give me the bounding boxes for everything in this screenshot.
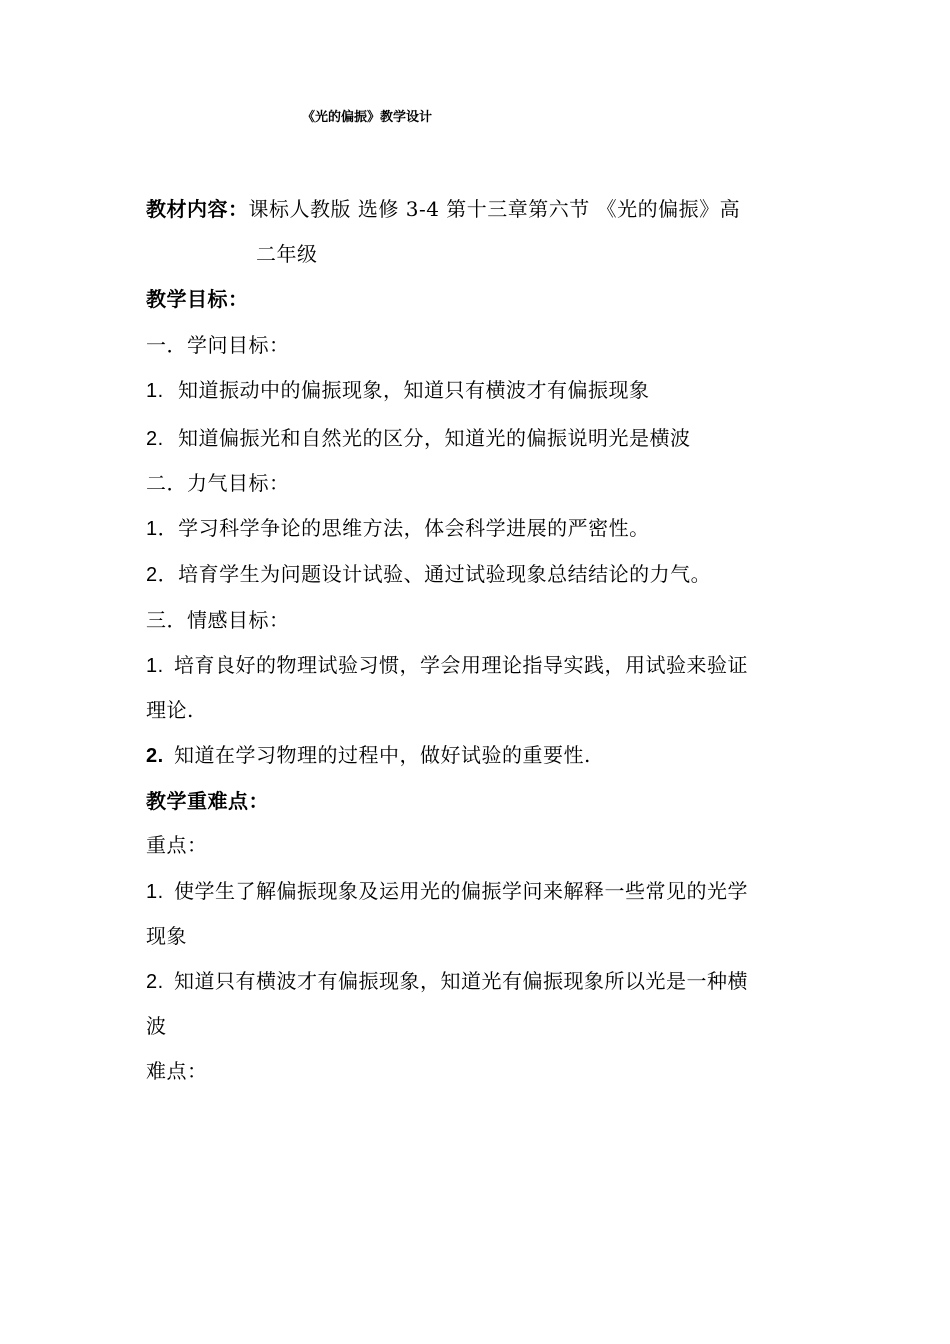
material-text: 课标人教版 选修 3-4 第十三章第六节 《光的偏振》高 [248, 197, 741, 221]
difficult-label: 难点： [146, 1059, 208, 1083]
important-item-1-continued: 现象 [146, 924, 187, 948]
item-number: 2. [146, 428, 164, 450]
item-number: 1. [146, 380, 164, 402]
item-text: 培育学生为问题设计试验、通过试验现象总结结论的力气。 [178, 562, 712, 586]
item-text: 知道在学习物理的过程中，做好试验的重要性. [174, 743, 591, 767]
objectives-heading: 教学目标： [146, 287, 249, 311]
important-item-1 [146, 879, 748, 904]
key-points-heading: 教学重难点： [146, 789, 269, 813]
important-item-2-continued: 波 [146, 1014, 167, 1038]
item-text: 学习科学争论的思维方法，体会科学进展的严密性。 [178, 516, 650, 540]
item-number: 2. [146, 971, 164, 993]
item-text: 知道偏振光和自然光的区分，知道光的偏振说明光是横波 [178, 426, 691, 450]
item-text: 知道只有横波才有偏振现象，知道光有偏振现象所以光是一种横 [174, 969, 748, 993]
material-line [146, 197, 740, 221]
emotion-item-1-continued: 理论. [146, 698, 194, 722]
important-item-2 [146, 969, 748, 994]
item-text: 使学生了解偏振现象及运用光的偏振学问来解释一些常见的光学 [174, 879, 748, 903]
material-text-continued: 二年级 [256, 242, 318, 266]
material-label: 教材内容： [146, 197, 249, 221]
ability-item-1 [146, 516, 650, 541]
emotion-item-1 [146, 653, 748, 678]
item-number: 2． [146, 564, 179, 586]
item-number: 1. [146, 655, 164, 677]
item-number: 1. [146, 881, 164, 903]
knowledge-item-1 [146, 378, 650, 403]
knowledge-item-2 [146, 426, 691, 451]
knowledge-heading: 一．学问目标： [146, 333, 290, 357]
important-label: 重点： [146, 833, 208, 857]
ability-heading: 二．力气目标： [146, 471, 290, 495]
document-title: 《光的偏振》教学设计 [302, 110, 433, 125]
item-text: 培育良好的物理试验习惯，学会用理论指导实践，用试验来验证 [174, 653, 748, 677]
item-text: 知道振动中的偏振现象，知道只有横波才有偏振现象 [178, 378, 650, 402]
item-number: 1． [146, 518, 179, 540]
ability-item-2 [146, 562, 711, 587]
item-number: 2. [146, 745, 164, 767]
emotion-heading: 三．情感目标： [146, 608, 290, 632]
emotion-item-2 [146, 743, 591, 768]
